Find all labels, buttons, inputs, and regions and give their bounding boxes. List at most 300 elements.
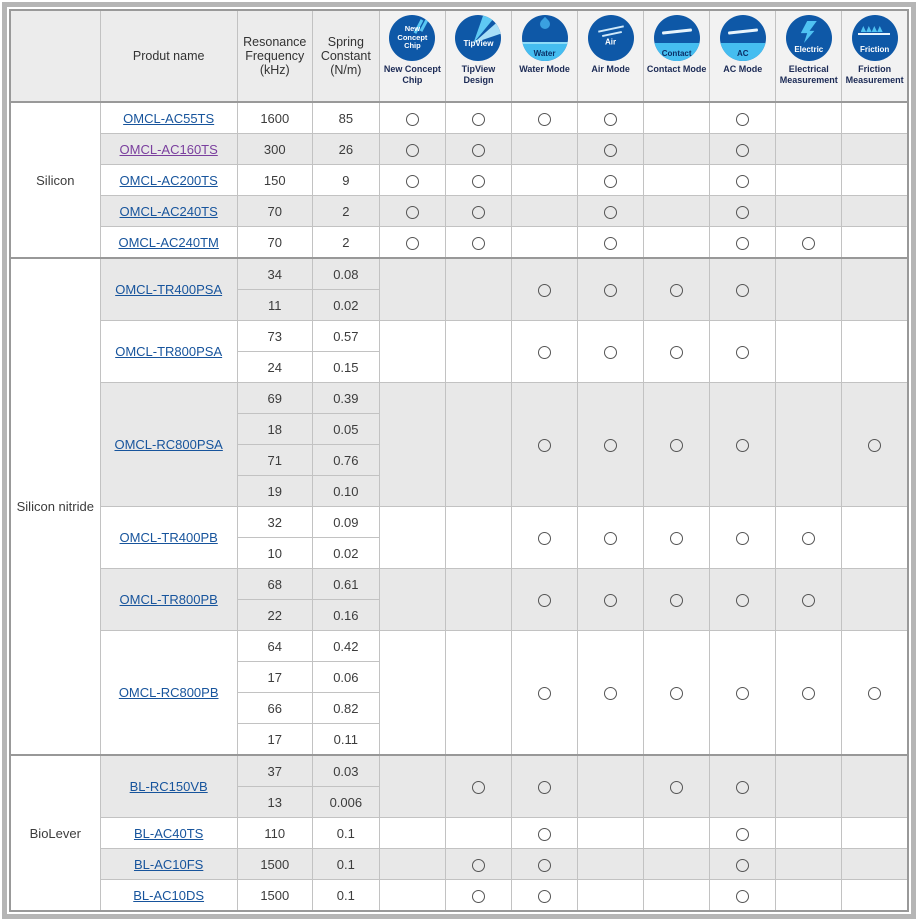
mode-cell-ac-mode xyxy=(710,569,776,631)
product-link-bl-ac10fs[interactable]: BL-AC10FS xyxy=(133,856,204,872)
mode-cell-ac-mode xyxy=(710,102,776,134)
resonance-frequency-cell: 34 xyxy=(237,258,312,290)
mode-cell-air-mode xyxy=(578,755,644,818)
mode-cell-tipview-design xyxy=(445,165,511,196)
mode-cell-new-concept-chip xyxy=(379,507,445,569)
supported-circle-mark xyxy=(538,284,551,297)
supported-circle-mark xyxy=(670,284,683,297)
mode-cell-new-concept-chip xyxy=(379,258,445,321)
supported-circle-mark xyxy=(472,859,485,872)
mode-cell-electrical-measurement xyxy=(776,383,842,507)
spring-constant-cell: 0.42 xyxy=(312,631,379,662)
product-cell xyxy=(100,849,237,880)
mode-cell-air-mode xyxy=(578,321,644,383)
mode-cell-new-concept-chip xyxy=(379,134,445,165)
mode-cell-tipview-design xyxy=(445,569,511,631)
supported-circle-mark xyxy=(736,687,749,700)
mode-cell-ac-mode xyxy=(710,227,776,259)
supported-circle-mark xyxy=(736,206,749,219)
supported-circle-mark xyxy=(736,144,749,157)
mode-cell-contact-mode xyxy=(644,818,710,849)
supported-circle-mark xyxy=(736,781,749,794)
mode-cell-new-concept-chip xyxy=(379,569,445,631)
mode-cell-contact-mode xyxy=(644,196,710,227)
resonance-frequency-cell: 10 xyxy=(237,538,312,569)
mode-cell-friction-measurement xyxy=(842,258,908,321)
table-row xyxy=(10,321,908,352)
table-row xyxy=(10,165,908,196)
mode-cell-contact-mode xyxy=(644,569,710,631)
supported-circle-mark xyxy=(670,532,683,545)
product-cell xyxy=(100,631,237,756)
supported-circle-mark xyxy=(472,890,485,903)
supported-circle-mark xyxy=(670,439,683,452)
resonance-frequency-cell: 69 xyxy=(237,383,312,414)
supported-circle-mark xyxy=(868,439,881,452)
mode-cell-water-mode xyxy=(512,569,578,631)
supported-circle-mark xyxy=(670,687,683,700)
header-row xyxy=(10,10,908,102)
mode-cell-friction-measurement xyxy=(842,631,908,756)
header-spring-constant: Spring Constant (N/m) xyxy=(312,10,379,102)
spring-constant-cell: 0.82 xyxy=(312,693,379,724)
mode-label: Contact Mode xyxy=(646,64,707,74)
mode-cell-tipview-design xyxy=(445,383,511,507)
resonance-frequency-cell: 68 xyxy=(237,569,312,600)
icon-text: Air xyxy=(605,37,617,47)
supported-circle-mark xyxy=(736,439,749,452)
mode-cell-electrical-measurement xyxy=(776,165,842,196)
spring-constant-cell: 0.76 xyxy=(312,445,379,476)
table-row xyxy=(10,880,908,912)
supported-circle-mark xyxy=(538,113,551,126)
table-row xyxy=(10,134,908,165)
spring-constant-cell: 0.1 xyxy=(312,849,379,880)
supported-circle-mark xyxy=(538,687,551,700)
mode-cell-electrical-measurement xyxy=(776,569,842,631)
mode-cell-ac-mode xyxy=(710,134,776,165)
mode-cell-friction-measurement xyxy=(842,321,908,383)
mode-cell-water-mode xyxy=(512,383,578,507)
mode-cell-water-mode xyxy=(512,755,578,818)
mode-cell-friction-measurement xyxy=(842,880,908,912)
mode-cell-water-mode xyxy=(512,631,578,756)
product-link-omcl-rc800psa[interactable]: OMCL-RC800PSA xyxy=(114,437,223,452)
supported-circle-mark xyxy=(670,594,683,607)
supported-circle-mark xyxy=(406,206,419,219)
product-cell xyxy=(100,383,237,507)
mode-cell-electrical-measurement xyxy=(776,227,842,259)
mode-cell-new-concept-chip xyxy=(379,227,445,259)
mode-cell-contact-mode xyxy=(644,383,710,507)
mode-cell-water-mode xyxy=(512,134,578,165)
product-link-omcl-tr800pb[interactable]: OMCL-TR800PB xyxy=(119,592,218,607)
supported-circle-mark xyxy=(538,859,551,872)
resonance-frequency-cell: 66 xyxy=(237,693,312,724)
resonance-frequency-cell: 1500 xyxy=(237,849,312,880)
spring-constant-cell: 0.1 xyxy=(312,818,379,849)
resonance-frequency-cell: 70 xyxy=(237,227,312,259)
mode-cell-air-mode xyxy=(578,631,644,756)
mode-header-friction-measurement xyxy=(842,10,908,102)
resonance-frequency-cell: 17 xyxy=(237,724,312,756)
category-cell-silicon-nitride: Silicon nitride xyxy=(10,258,100,755)
supported-circle-mark xyxy=(538,828,551,841)
table-row xyxy=(10,102,908,134)
mode-cell-electrical-measurement xyxy=(776,631,842,756)
mode-cell-electrical-measurement xyxy=(776,196,842,227)
mode-cell-air-mode xyxy=(578,134,644,165)
supported-circle-mark xyxy=(604,532,617,545)
mode-header-tipview-design xyxy=(445,10,511,102)
mode-cell-new-concept-chip xyxy=(379,165,445,196)
electrical-measurement-icon xyxy=(786,15,832,61)
product-link-omcl-ac55ts[interactable]: OMCL-AC55TS xyxy=(123,110,215,126)
table-row xyxy=(10,227,908,259)
supported-circle-mark xyxy=(604,237,617,250)
supported-circle-mark xyxy=(736,113,749,126)
air-mode-icon xyxy=(588,15,634,61)
supported-circle-mark xyxy=(604,594,617,607)
category-cell-silicon: Silicon xyxy=(10,102,100,258)
mode-cell-ac-mode xyxy=(710,849,776,880)
water-icon-art xyxy=(537,17,551,31)
mode-label: New Concept Chip xyxy=(383,64,441,85)
contact-mode-icon xyxy=(654,15,700,61)
icon-text: AC xyxy=(736,48,749,58)
page-frame xyxy=(2,2,916,919)
mode-cell-friction-measurement xyxy=(842,849,908,880)
water-mode-icon xyxy=(522,15,568,61)
mode-cell-water-mode xyxy=(512,196,578,227)
product-cell xyxy=(100,134,237,165)
supported-circle-mark xyxy=(406,175,419,188)
mode-cell-new-concept-chip xyxy=(379,818,445,849)
product-cell xyxy=(100,507,237,569)
new-concept-chip-icon xyxy=(389,15,435,61)
mode-cell-contact-mode xyxy=(644,507,710,569)
mode-cell-tipview-design xyxy=(445,507,511,569)
spring-constant-cell: 0.11 xyxy=(312,724,379,756)
mode-cell-water-mode xyxy=(512,227,578,259)
table-row xyxy=(10,507,908,538)
supported-circle-mark xyxy=(868,687,881,700)
spring-constant-cell: 0.1 xyxy=(312,880,379,912)
mode-label: Electrical Measurement xyxy=(779,64,838,85)
product-link-omcl-ac160ts[interactable]: OMCL-AC160TS xyxy=(119,141,218,157)
product-link-omcl-tr400pb[interactable]: OMCL-TR400PB xyxy=(119,530,218,545)
resonance-frequency-cell: 150 xyxy=(237,165,312,196)
product-link-omcl-tr800psa[interactable]: OMCL-TR800PSA xyxy=(115,344,223,359)
mode-cell-ac-mode xyxy=(710,880,776,912)
spring-constant-cell: 0.09 xyxy=(312,507,379,538)
mode-cell-electrical-measurement xyxy=(776,818,842,849)
mode-cell-water-mode xyxy=(512,102,578,134)
mode-cell-ac-mode xyxy=(710,755,776,818)
supported-circle-mark xyxy=(604,284,617,297)
mode-cell-tipview-design xyxy=(445,258,511,321)
spring-constant-cell: 26 xyxy=(312,134,379,165)
table-row xyxy=(10,818,908,849)
mode-cell-air-mode xyxy=(578,102,644,134)
mode-cell-contact-mode xyxy=(644,631,710,756)
spring-constant-cell: 2 xyxy=(312,227,379,259)
mode-cell-air-mode xyxy=(578,165,644,196)
spring-constant-cell: 0.08 xyxy=(312,258,379,290)
supported-circle-mark xyxy=(538,781,551,794)
mode-cell-contact-mode xyxy=(644,755,710,818)
product-cell xyxy=(100,321,237,383)
resonance-frequency-cell: 32 xyxy=(237,507,312,538)
supported-circle-mark xyxy=(406,237,419,250)
water-icon-art xyxy=(522,42,568,44)
tipview-design-icon xyxy=(455,15,501,61)
spring-constant-cell: 0.15 xyxy=(312,352,379,383)
table-row xyxy=(10,569,908,600)
spring-constant-cell: 0.03 xyxy=(312,755,379,787)
mode-cell-tipview-design xyxy=(445,196,511,227)
ac-mode-icon xyxy=(720,15,766,61)
supported-circle-mark xyxy=(538,532,551,545)
supported-circle-mark xyxy=(604,113,617,126)
icon-text: Water xyxy=(533,48,556,58)
supported-circle-mark xyxy=(538,439,551,452)
supported-circle-mark xyxy=(802,687,815,700)
mode-label: Water Mode xyxy=(519,64,570,74)
electric-icon-art xyxy=(801,21,817,43)
mode-cell-electrical-measurement xyxy=(776,258,842,321)
product-link-omcl-ac200ts[interactable]: OMCL-AC200TS xyxy=(119,172,218,188)
mode-cell-friction-measurement xyxy=(842,383,908,507)
spring-constant-cell: 2 xyxy=(312,196,379,227)
mode-cell-new-concept-chip xyxy=(379,880,445,912)
mode-cell-air-mode xyxy=(578,849,644,880)
mode-cell-friction-measurement xyxy=(842,196,908,227)
mode-header-ac-mode xyxy=(710,10,776,102)
mode-cell-tipview-design xyxy=(445,321,511,383)
resonance-frequency-cell: 18 xyxy=(237,414,312,445)
supported-circle-mark xyxy=(538,594,551,607)
mode-cell-electrical-measurement xyxy=(776,755,842,818)
table-row xyxy=(10,755,908,787)
mode-cell-ac-mode xyxy=(710,631,776,756)
resonance-frequency-cell: 24 xyxy=(237,352,312,383)
mode-label: AC Mode xyxy=(723,64,763,74)
supported-circle-mark xyxy=(736,532,749,545)
resonance-frequency-cell: 300 xyxy=(237,134,312,165)
mode-label: TipView Design xyxy=(461,64,496,85)
spring-constant-cell: 0.61 xyxy=(312,569,379,600)
mode-cell-air-mode xyxy=(578,818,644,849)
mode-cell-contact-mode xyxy=(644,134,710,165)
spring-constant-cell: 0.57 xyxy=(312,321,379,352)
mode-cell-contact-mode xyxy=(644,227,710,259)
mode-cell-tipview-design xyxy=(445,631,511,756)
mode-cell-friction-measurement xyxy=(842,134,908,165)
supported-circle-mark xyxy=(736,890,749,903)
mode-cell-water-mode xyxy=(512,321,578,383)
spring-constant-cell: 0.10 xyxy=(312,476,379,507)
friction-icon-art xyxy=(858,33,890,35)
mode-cell-contact-mode xyxy=(644,321,710,383)
supported-circle-mark xyxy=(406,113,419,126)
resonance-frequency-cell: 37 xyxy=(237,755,312,787)
mode-cell-tipview-design xyxy=(445,134,511,165)
supported-circle-mark xyxy=(802,594,815,607)
product-link-omcl-rc800pb[interactable]: OMCL-RC800PB xyxy=(118,685,219,700)
table-row xyxy=(10,383,908,414)
spring-constant-cell: 9 xyxy=(312,165,379,196)
supported-circle-mark xyxy=(736,828,749,841)
ac-icon-art xyxy=(728,28,758,34)
mode-cell-air-mode xyxy=(578,258,644,321)
mode-cell-electrical-measurement xyxy=(776,507,842,569)
table-row xyxy=(10,196,908,227)
mode-cell-friction-measurement xyxy=(842,165,908,196)
mode-cell-tipview-design xyxy=(445,849,511,880)
resonance-frequency-cell: 19 xyxy=(237,476,312,507)
product-cell xyxy=(100,258,237,321)
friction-measurement-icon xyxy=(852,15,898,61)
mode-cell-new-concept-chip xyxy=(379,849,445,880)
product-cell xyxy=(100,755,237,818)
mode-cell-friction-measurement xyxy=(842,507,908,569)
icon-text: Friction xyxy=(859,44,890,54)
mode-cell-electrical-measurement xyxy=(776,102,842,134)
header-resonance-frequency: Resonance Frequency (kHz) xyxy=(237,10,312,102)
mode-cell-electrical-measurement xyxy=(776,880,842,912)
header-product-name: Produt name xyxy=(100,10,237,102)
mode-cell-contact-mode xyxy=(644,849,710,880)
product-link-omcl-tr400psa[interactable]: OMCL-TR400PSA xyxy=(115,282,223,297)
mode-header-new-concept-chip xyxy=(379,10,445,102)
mode-cell-water-mode xyxy=(512,507,578,569)
mode-cell-new-concept-chip xyxy=(379,631,445,756)
mode-cell-electrical-measurement xyxy=(776,134,842,165)
mode-cell-ac-mode xyxy=(710,258,776,321)
mode-cell-tipview-design xyxy=(445,102,511,134)
product-link-bl-ac10ds[interactable]: BL-AC10DS xyxy=(133,887,205,903)
mode-cell-new-concept-chip xyxy=(379,102,445,134)
spring-constant-cell: 0.006 xyxy=(312,787,379,818)
product-cell xyxy=(100,569,237,631)
supported-circle-mark xyxy=(406,144,419,157)
mode-header-air-mode xyxy=(578,10,644,102)
mode-cell-air-mode xyxy=(578,196,644,227)
supported-circle-mark xyxy=(736,346,749,359)
spring-constant-cell: 0.39 xyxy=(312,383,379,414)
supported-circle-mark xyxy=(604,206,617,219)
supported-circle-mark xyxy=(670,781,683,794)
resonance-frequency-cell: 22 xyxy=(237,600,312,631)
resonance-frequency-cell: 1500 xyxy=(237,880,312,912)
resonance-frequency-cell: 64 xyxy=(237,631,312,662)
product-cell xyxy=(100,196,237,227)
mode-cell-ac-mode xyxy=(710,507,776,569)
supported-circle-mark xyxy=(604,175,617,188)
mode-cell-new-concept-chip xyxy=(379,196,445,227)
resonance-frequency-cell: 13 xyxy=(237,787,312,818)
mode-cell-air-mode xyxy=(578,383,644,507)
category-cell-biolever: BioLever xyxy=(10,755,100,911)
mode-cell-tipview-design xyxy=(445,227,511,259)
product-cell xyxy=(100,227,237,259)
mode-header-electrical-measurement xyxy=(776,10,842,102)
product-link-bl-rc150vb[interactable]: BL-RC150VB xyxy=(129,779,208,794)
mode-cell-water-mode xyxy=(512,849,578,880)
resonance-frequency-cell: 73 xyxy=(237,321,312,352)
mode-cell-new-concept-chip xyxy=(379,383,445,507)
product-cell xyxy=(100,818,237,849)
supported-circle-mark xyxy=(472,781,485,794)
supported-circle-mark xyxy=(736,859,749,872)
supported-circle-mark xyxy=(736,175,749,188)
resonance-frequency-cell: 110 xyxy=(237,818,312,849)
mode-cell-tipview-design xyxy=(445,880,511,912)
mode-cell-friction-measurement xyxy=(842,818,908,849)
mode-cell-water-mode xyxy=(512,165,578,196)
mode-header-water-mode xyxy=(512,10,578,102)
spring-constant-cell: 0.05 xyxy=(312,414,379,445)
mode-label: Friction Measurement xyxy=(845,64,904,85)
supported-circle-mark xyxy=(472,144,485,157)
mode-cell-air-mode xyxy=(578,880,644,912)
mode-cell-electrical-measurement xyxy=(776,321,842,383)
supported-circle-mark xyxy=(802,532,815,545)
supported-circle-mark xyxy=(604,687,617,700)
resonance-frequency-cell: 71 xyxy=(237,445,312,476)
spring-constant-cell: 0.06 xyxy=(312,662,379,693)
spring-constant-cell: 85 xyxy=(312,102,379,134)
mode-label: Air Mode xyxy=(591,64,630,74)
mode-cell-friction-measurement xyxy=(842,569,908,631)
header-category-blank xyxy=(10,10,100,102)
mode-cell-contact-mode xyxy=(644,258,710,321)
mode-cell-ac-mode xyxy=(710,165,776,196)
mode-cell-ac-mode xyxy=(710,321,776,383)
mode-cell-contact-mode xyxy=(644,165,710,196)
mode-cell-friction-measurement xyxy=(842,227,908,259)
icon-text: Electric xyxy=(794,44,824,54)
mode-cell-air-mode xyxy=(578,569,644,631)
product-cell xyxy=(100,102,237,134)
supported-circle-mark xyxy=(538,346,551,359)
mode-cell-air-mode xyxy=(578,227,644,259)
mode-cell-contact-mode xyxy=(644,102,710,134)
supported-circle-mark xyxy=(670,346,683,359)
mode-cell-water-mode xyxy=(512,258,578,321)
mode-cell-new-concept-chip xyxy=(379,321,445,383)
table-row xyxy=(10,258,908,290)
resonance-frequency-cell: 11 xyxy=(237,290,312,321)
supported-circle-mark xyxy=(472,175,485,188)
mode-cell-new-concept-chip xyxy=(379,755,445,818)
table-row xyxy=(10,631,908,662)
mode-cell-ac-mode xyxy=(710,383,776,507)
product-link-omcl-ac240ts[interactable]: OMCL-AC240TS xyxy=(119,203,218,219)
contact-icon-art xyxy=(662,28,692,34)
mode-cell-tipview-design xyxy=(445,818,511,849)
spring-constant-cell: 0.02 xyxy=(312,290,379,321)
product-link-bl-ac40ts[interactable]: BL-AC40TS xyxy=(133,825,204,841)
supported-circle-mark xyxy=(604,144,617,157)
mode-cell-air-mode xyxy=(578,507,644,569)
supported-circle-mark xyxy=(472,113,485,126)
mode-cell-ac-mode xyxy=(710,818,776,849)
supported-circle-mark xyxy=(472,237,485,250)
mode-cell-electrical-measurement xyxy=(776,849,842,880)
product-link-omcl-ac240tm[interactable]: OMCL-AC240TM xyxy=(118,234,219,250)
